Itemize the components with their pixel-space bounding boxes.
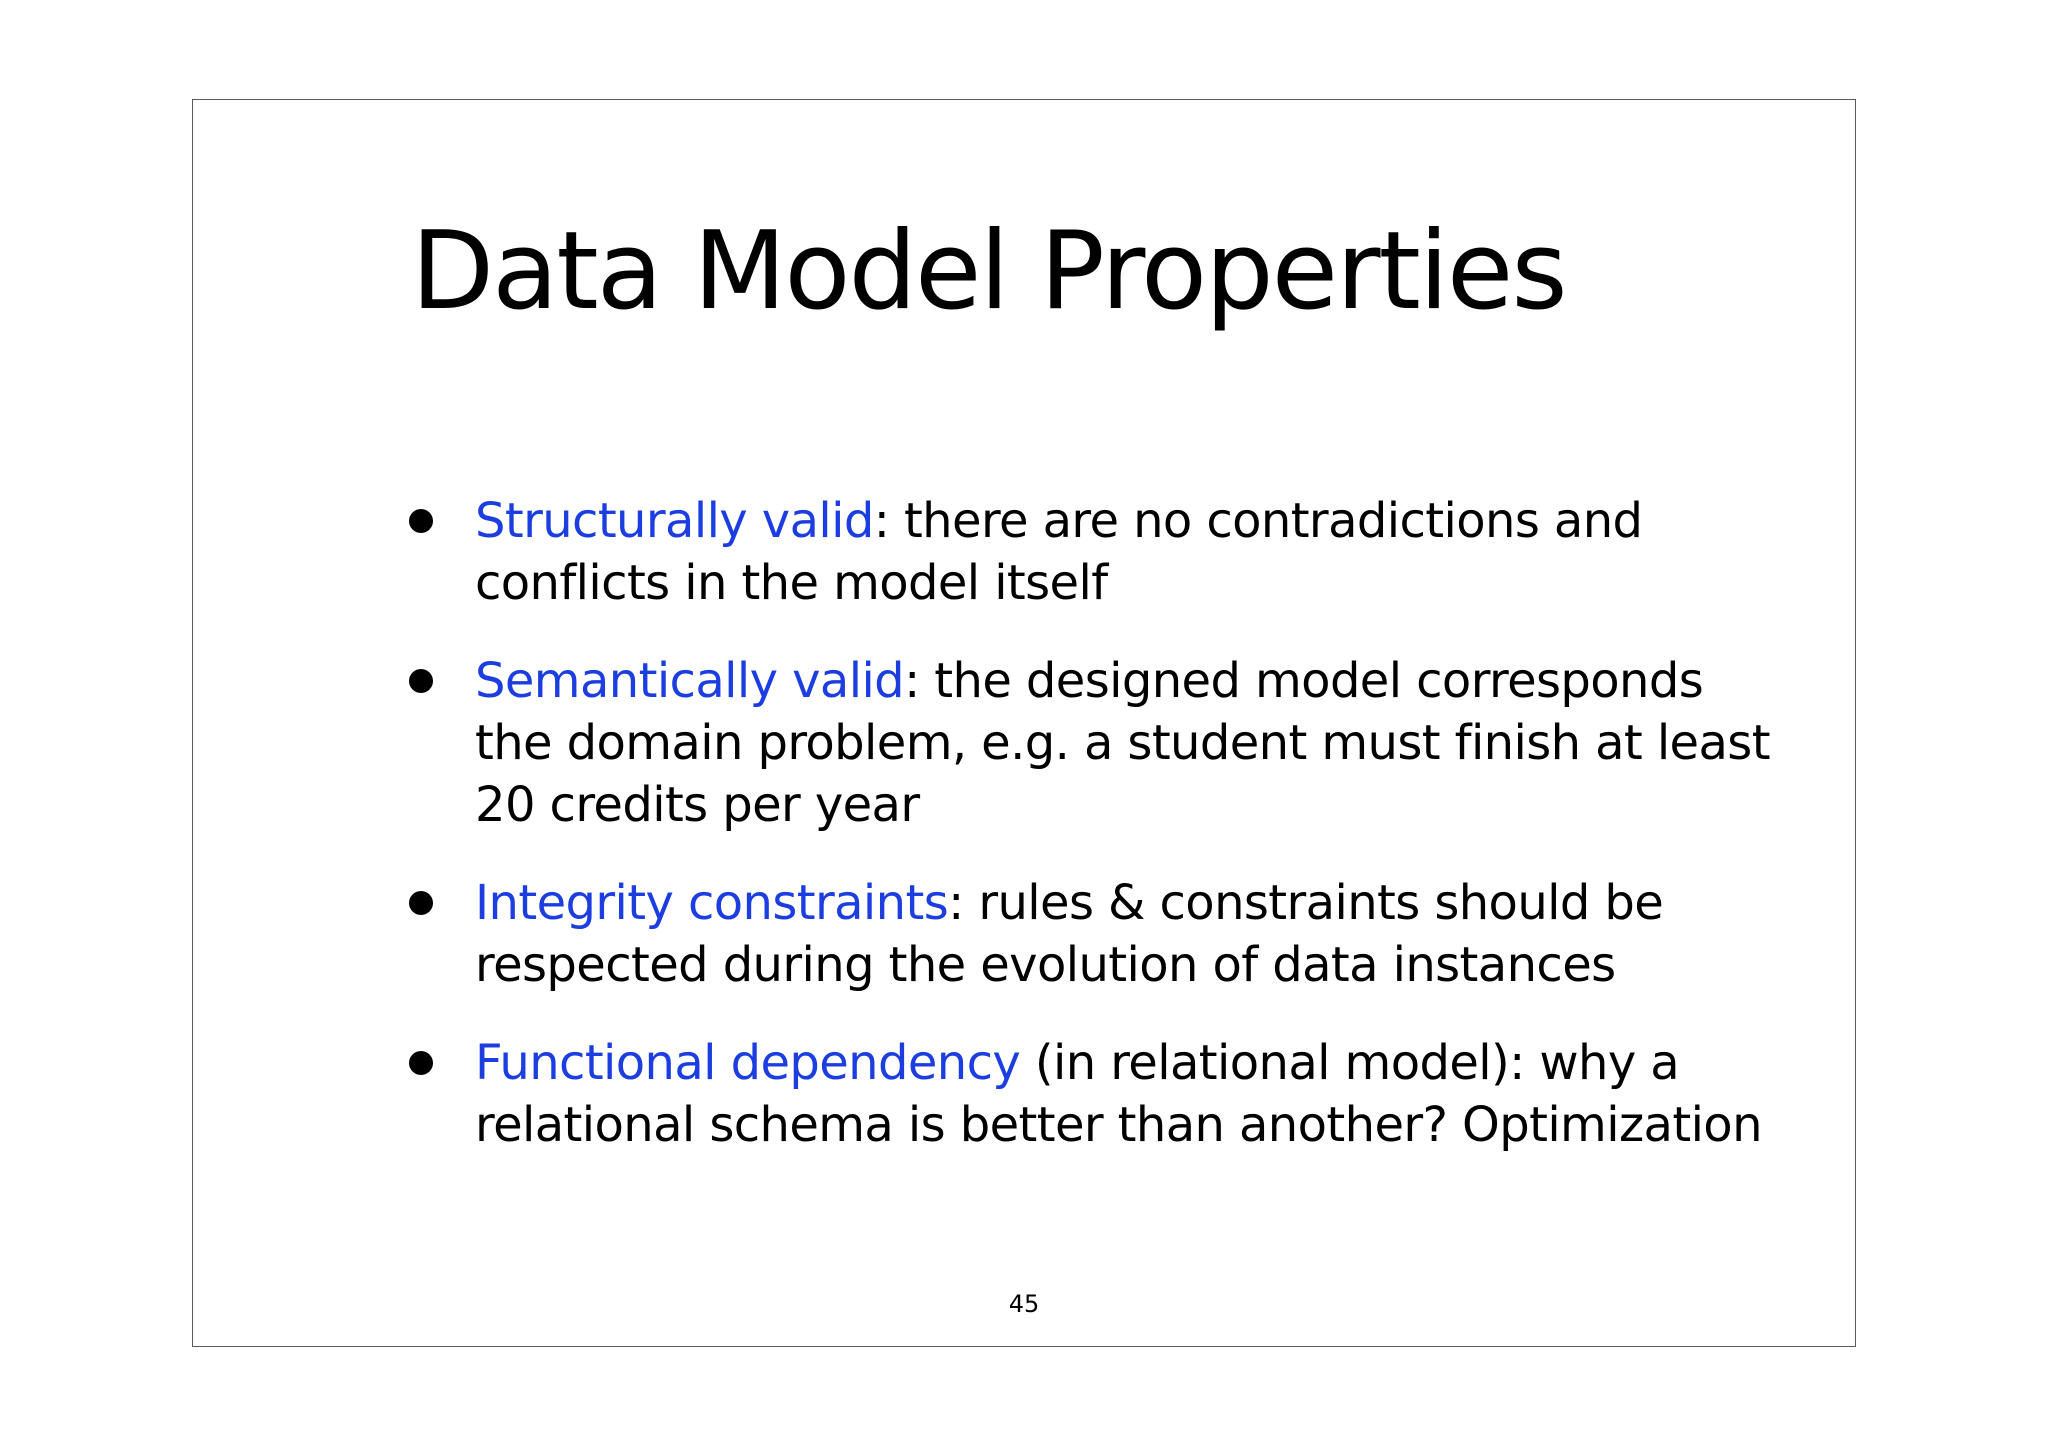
- bullet-text: : rules & constraints should be respected during the evolution of data instances: [475, 875, 1664, 993]
- bullet-item-integrity-constraints: [475, 872, 1775, 996]
- bullet-dot-icon: [409, 669, 433, 693]
- bullet-item-structurally-valid: [475, 490, 1775, 614]
- bullet-text: (in relational model): why a relational schema is better than another? Optimization: [475, 1035, 1762, 1153]
- bullet-text: : the designed model corresponds the domain problem, e.g. a student must finish at least 20 credits per year: [475, 653, 1770, 833]
- page-number: 45: [1008, 1290, 1040, 1318]
- bullet-item-functional-dependency: [475, 1032, 1775, 1156]
- bullet-text: : there are no contradictions and conflicts in the model itself: [475, 493, 1643, 611]
- bullet-term: Structurally valid: [475, 493, 874, 549]
- bullet-term: Integrity constraints: [475, 875, 949, 931]
- bullet-term: Semantically valid: [475, 653, 905, 709]
- bullet-item-semantically-valid: [475, 650, 1775, 836]
- bullet-dot-icon: [409, 509, 433, 533]
- bullet-dot-icon: [409, 1051, 433, 1075]
- bullet-dot-icon: [409, 891, 433, 915]
- bullet-list: [475, 490, 1775, 1192]
- slide-title: Data Model Properties: [411, 209, 1566, 334]
- bullet-term: Functional dependency: [475, 1035, 1021, 1091]
- slide-frame: [192, 99, 1856, 1347]
